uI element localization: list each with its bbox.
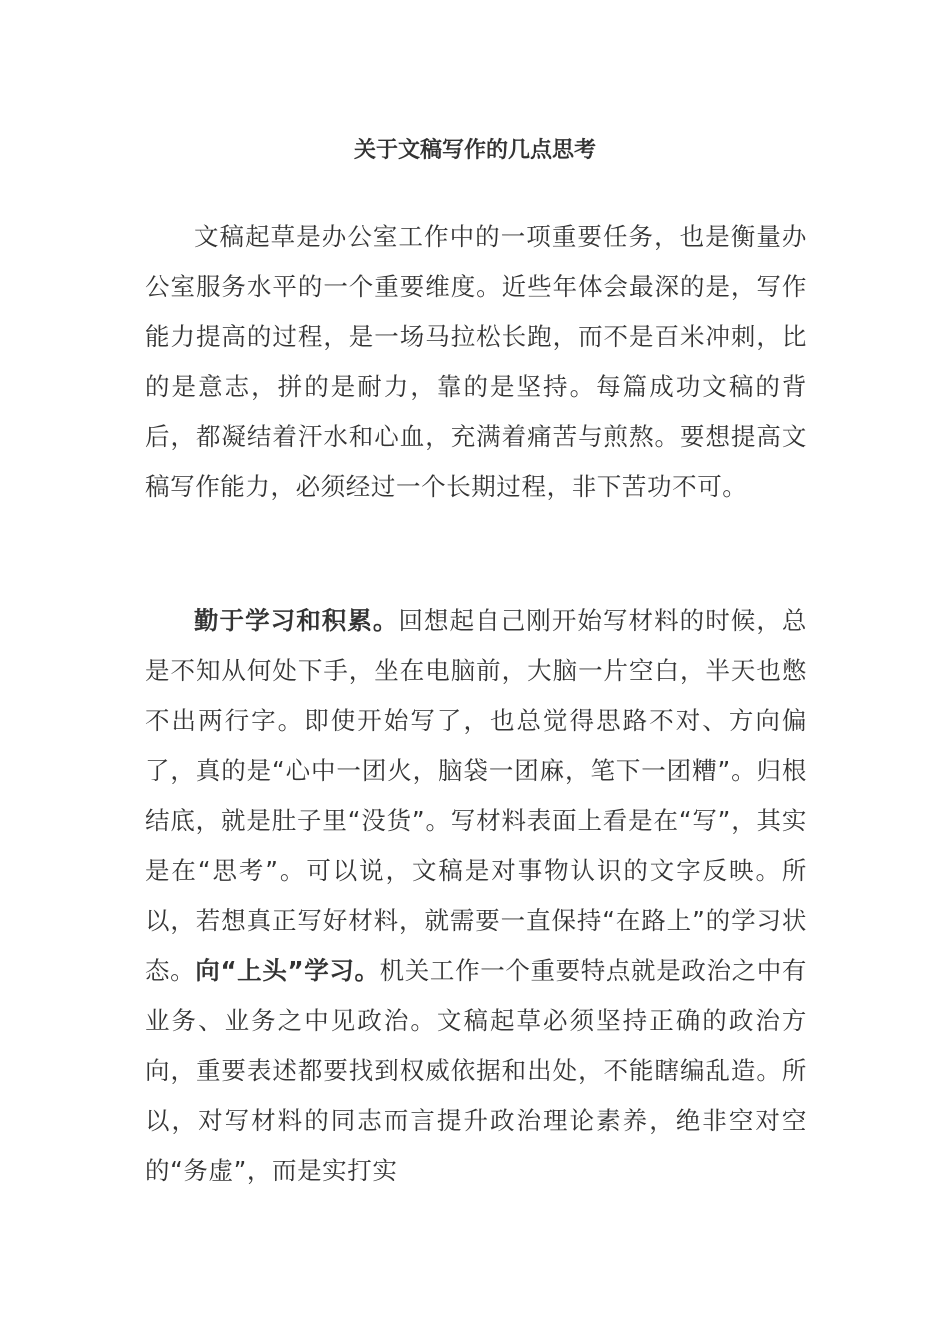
section-heading: 勤于学习和积累。 (194, 606, 399, 635)
paragraph-study (145, 596, 807, 1196)
sub-heading: 向“上头”学习。 (195, 956, 380, 985)
document-title: 关于文稿写作的几点思考 (353, 138, 596, 163)
paragraph-text-continued: 机关工作一个重要特点就是政治之中有业务、业务之中见政治。文稿起草必须坚持正确的政治方向，重要表述都要找到权威依据和出处，不能瞎编乱造。所以，对写材料的同志而言提升政治理论素养，绝非空对空的“务虚”，而是实打实 (145, 956, 808, 1185)
paragraph-intro: 文稿起草是办公室工作中的一项重要任务，也是衡量办公室服务水平的一个重要维度。近些年体会最深的是，写作能力提高的过程，是一场马拉松长跑，而不是百米冲刺，比的是意志，拼的是耐力，靠的是坚持。每篇成功文稿的背后，都凝结着汗水和心血，充满着痛苦与煎熬。要想提高文稿写作能力，必须经过一个长期过程，非下苦功不可。 (145, 222, 807, 501)
paragraph-text: 回想起自己刚开始写材料的时候，总是不知从何处下手，坐在电脑前，大脑一片空白，半天也憋不出两行字。即使开始写了，也总觉得思路不对、方向偏了，真的是“心中一团火，脑袋一团麻，笔下一团糟”。归根结底，就是肚子里“没货”。写材料表面上看是在“写”，其实是在“思考”。可以说，文稿是对事物认识的文字反映。所以，若想真正写好材料，就需要一直保持“在路上”的学习状态。 (145, 606, 807, 985)
